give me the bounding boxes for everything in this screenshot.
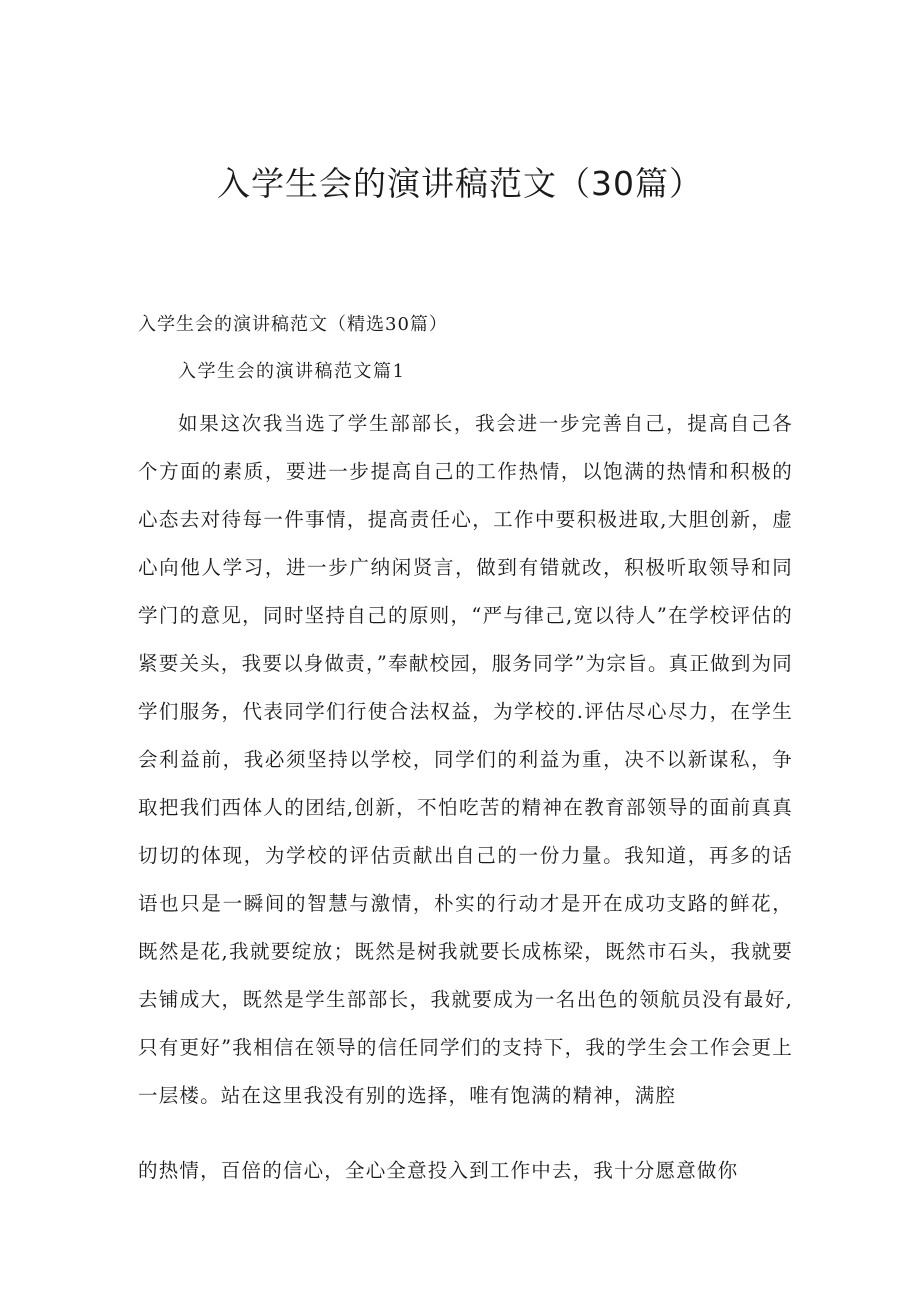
body-paragraph: 如果这次我当选了学生部部长，我会进一步完善自己，提高自己各个方面的素质，要进一步提高自己的工作热情，以饱满的热情和积极的心态去对待每一件事情，提高责任心，工作中要积极进取,大胆创新，虚心向他人学习，进一步广纳闲贤言，做到有错就改，积极听取领导和同学门的意见，同时坚持自己的原则，“严与律己,宽以待人”在学校评估的紧要关头，我要以身做责，”奉献校园，服务同学”为宗旨。真正做到为同学们服务，代表同学们行使合法权益，为学校的.评估尽心尽力，在学生会利益前，我必须坚持以学校，同学们的利益为重，决不以新谋私，争取把我们西体人的团结,创新，不怕吃苦的精神在教育部领导的面前真真切切的体现，为学校的评估贡献出自己的一份力量。我知道，再多的话语也只是一瞬间的智慧与激情，朴实的行动才是开在成功支路的鲜花，既然是花,我就要绽放；既然是树我就要长成栋梁，既然市石头，我就要去铺成大，既然是学生部部长，我就要成为一名出色的领航员没有最好,只有更好”我相信在领导的信任同学们的支持下，我的学生会工作会更上一层楼。站在这里我没有别的选择，唯有饱满的精神，满腔 (138, 412, 793, 1107)
section-heading: 入学生会的演讲稿范文篇1 (178, 361, 406, 382)
document-subtitle: 入学生会的演讲稿范文（精选30篇） (138, 314, 448, 335)
continuation-paragraph: 的热情，百倍的信心，全心全意投入到工作中去，我十分愿意做你 (138, 1159, 739, 1182)
document-title: 入学生会的演讲稿范文（30篇） (217, 164, 703, 203)
